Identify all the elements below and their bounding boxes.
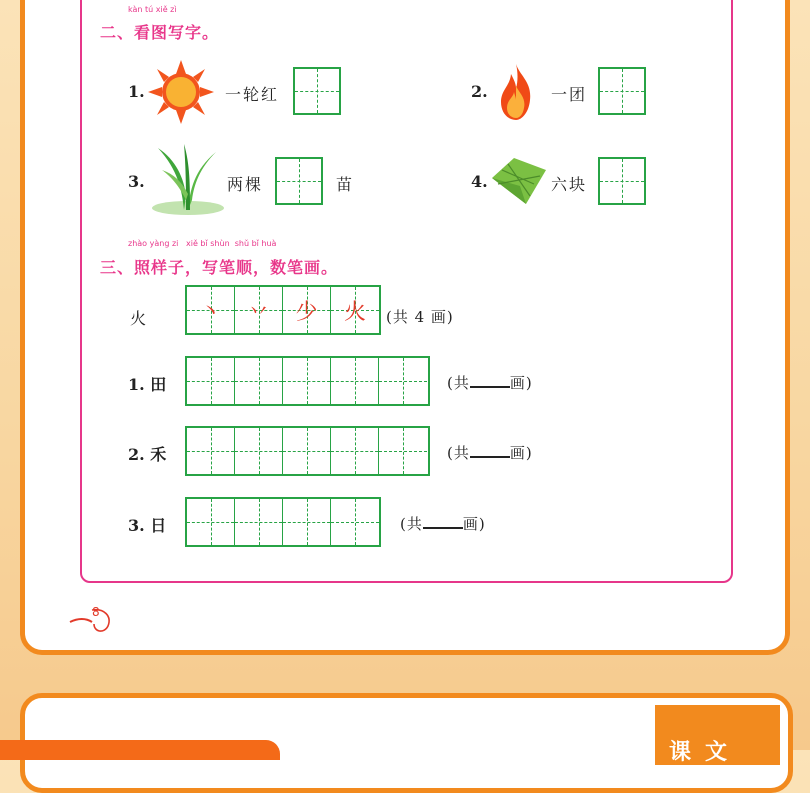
stroke-cell[interactable] <box>331 428 379 474</box>
stroke-step: 丶 <box>199 300 222 325</box>
count-prefix: (共 <box>400 515 423 533</box>
example-stroke-grid <box>185 285 381 335</box>
row1-stroke-grid[interactable] <box>185 356 430 406</box>
row1-label: 1. 田 <box>128 375 167 394</box>
count-suffix: 画) <box>509 374 533 392</box>
seedling-icon <box>148 140 224 216</box>
item4-label: 六块 <box>551 175 588 194</box>
row1-count <box>447 372 533 393</box>
count-blank[interactable] <box>470 456 510 458</box>
item1-label: 一轮红 <box>225 85 280 104</box>
stroke-cell[interactable] <box>283 499 331 545</box>
count-blank[interactable] <box>423 527 463 529</box>
count-blank[interactable] <box>470 386 510 388</box>
stroke-cell[interactable] <box>235 428 283 474</box>
stroke-cell[interactable] <box>379 428 427 474</box>
stroke-cell[interactable] <box>235 499 283 545</box>
item2-write-box[interactable] <box>598 67 646 115</box>
example-char: 火 <box>130 309 149 328</box>
stroke-step: 少 <box>295 300 318 325</box>
stroke-cell[interactable] <box>187 358 235 404</box>
row3-count <box>400 513 486 534</box>
item3-number: 3. <box>128 172 145 191</box>
stroke-cell[interactable] <box>187 428 235 474</box>
item3-label-after: 苗 <box>336 175 355 194</box>
item2-label: 一团 <box>551 85 588 104</box>
stroke-cell[interactable] <box>331 499 379 545</box>
stroke-step: 丷 <box>247 300 270 325</box>
item1-write-box[interactable] <box>293 67 341 115</box>
row2-label: 2. 禾 <box>128 445 167 464</box>
stroke-cell[interactable] <box>379 358 427 404</box>
section2-title: 二、看图写字。 <box>100 23 220 42</box>
row2-stroke-grid[interactable] <box>185 426 430 476</box>
stroke-step: 火 <box>343 300 366 325</box>
stroke-cell <box>235 287 283 333</box>
row3-stroke-grid[interactable] <box>185 497 381 547</box>
stroke-cell[interactable] <box>283 358 331 404</box>
fire-icon <box>498 64 534 120</box>
rice-dumpling-icon <box>490 156 548 206</box>
section3-title: 三、照样子，写笔顺，数笔画。 <box>100 258 339 277</box>
item4-write-box[interactable] <box>598 157 646 205</box>
stroke-cell[interactable] <box>331 358 379 404</box>
count-suffix: 画) <box>509 444 533 462</box>
sun-icon <box>148 60 214 124</box>
item1-number: 1. <box>128 82 145 101</box>
count-prefix: (共 <box>447 374 470 392</box>
lesson-tab[interactable]: 课文 <box>655 705 780 765</box>
count-prefix: (共 <box>447 444 470 462</box>
item3-write-box[interactable] <box>275 157 323 205</box>
row2-count <box>447 442 533 463</box>
bottom-strip <box>0 740 280 760</box>
item4-number: 4. <box>471 172 488 191</box>
stroke-cell <box>331 287 379 333</box>
item2-number: 2. <box>471 82 488 101</box>
section2-pinyin: kàn tú xiě zì <box>128 5 177 14</box>
section3-pinyin: zhào yàng zi xiě bǐ shùn shǔ bǐ huà <box>128 239 277 248</box>
stroke-cell <box>283 287 331 333</box>
page-number: 8 <box>92 605 100 619</box>
stroke-cell[interactable] <box>283 428 331 474</box>
stroke-cell[interactable] <box>187 499 235 545</box>
count-suffix: 画) <box>462 515 486 533</box>
stroke-cell <box>187 287 235 333</box>
row3-label: 3. 日 <box>128 516 167 535</box>
item3-label-before: 两棵 <box>227 175 264 194</box>
example-stroke-count: (共 4 画) <box>386 308 454 326</box>
stroke-cell[interactable] <box>235 358 283 404</box>
